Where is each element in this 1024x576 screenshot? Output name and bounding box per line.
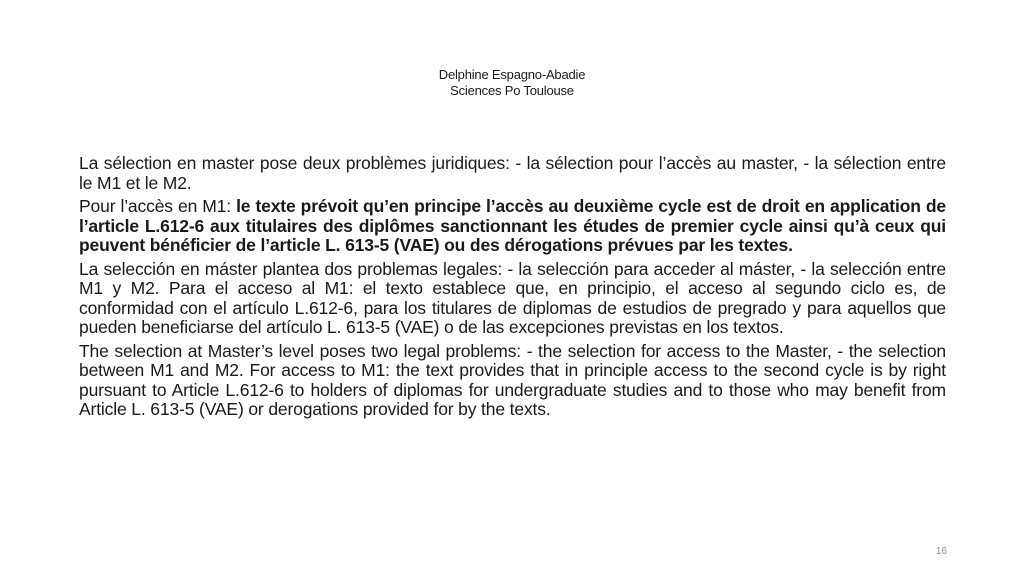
paragraph-spanish: La selección en máster plantea dos problemas legales: - la selección para acceder al máster, - la selección entre M1 y M2. Para el acceso al M1: el texto establece que, en principio, el acceso al segundo ciclo es, de conformidad con el artículo L.612-6, para los titulares de diplomas de estudios de pregrado y para aquellos que pueden beneficiarse del artículo L. 613-5 (VAE) o de las excepciones previstas en los textos.	[79, 258, 946, 337]
paragraph-french-m1-prefix: Pour l’accès en M1:	[79, 196, 237, 216]
author-name: Delphine Espagno-Abadie	[438, 67, 586, 82]
paragraph-french-m1	[79, 197, 946, 256]
paragraph-english: The selection at Master’s level poses two legal problems: - the selection for access to the Master, - the selection between M1 and M2. For access to M1: the text provides that in principle access to the second cycle is by right pursuant to Article L.612-6 to holders of diplomas for undergraduate studies and to those who may benefit from Article L. 613-5 (VAE) or derogations provided for by the texts.	[79, 340, 946, 419]
institution-name: Sciences Po Toulouse	[450, 83, 574, 98]
paragraph-french-intro: La sélection en master pose deux problèmes juridiques: - la sélection pour l’accès au master, - la sélection entre le M1 et le M2.	[79, 153, 946, 193]
page-number: 16	[935, 546, 947, 557]
slide-header	[0, 67, 1024, 99]
paragraph-french-m1-bold: le texte prévoit qu’en principe l’accès au deuxième cycle est de droit en application de l’article L.612-6 aux titulaires des diplômes sanctionnant les études de premier cycle ainsi qu’à ceux qui peuvent bénéficier de l’article L. 613-5 (VAE) ou des dérogations prévues par les textes.	[79, 196, 946, 255]
slide-body	[79, 154, 946, 424]
